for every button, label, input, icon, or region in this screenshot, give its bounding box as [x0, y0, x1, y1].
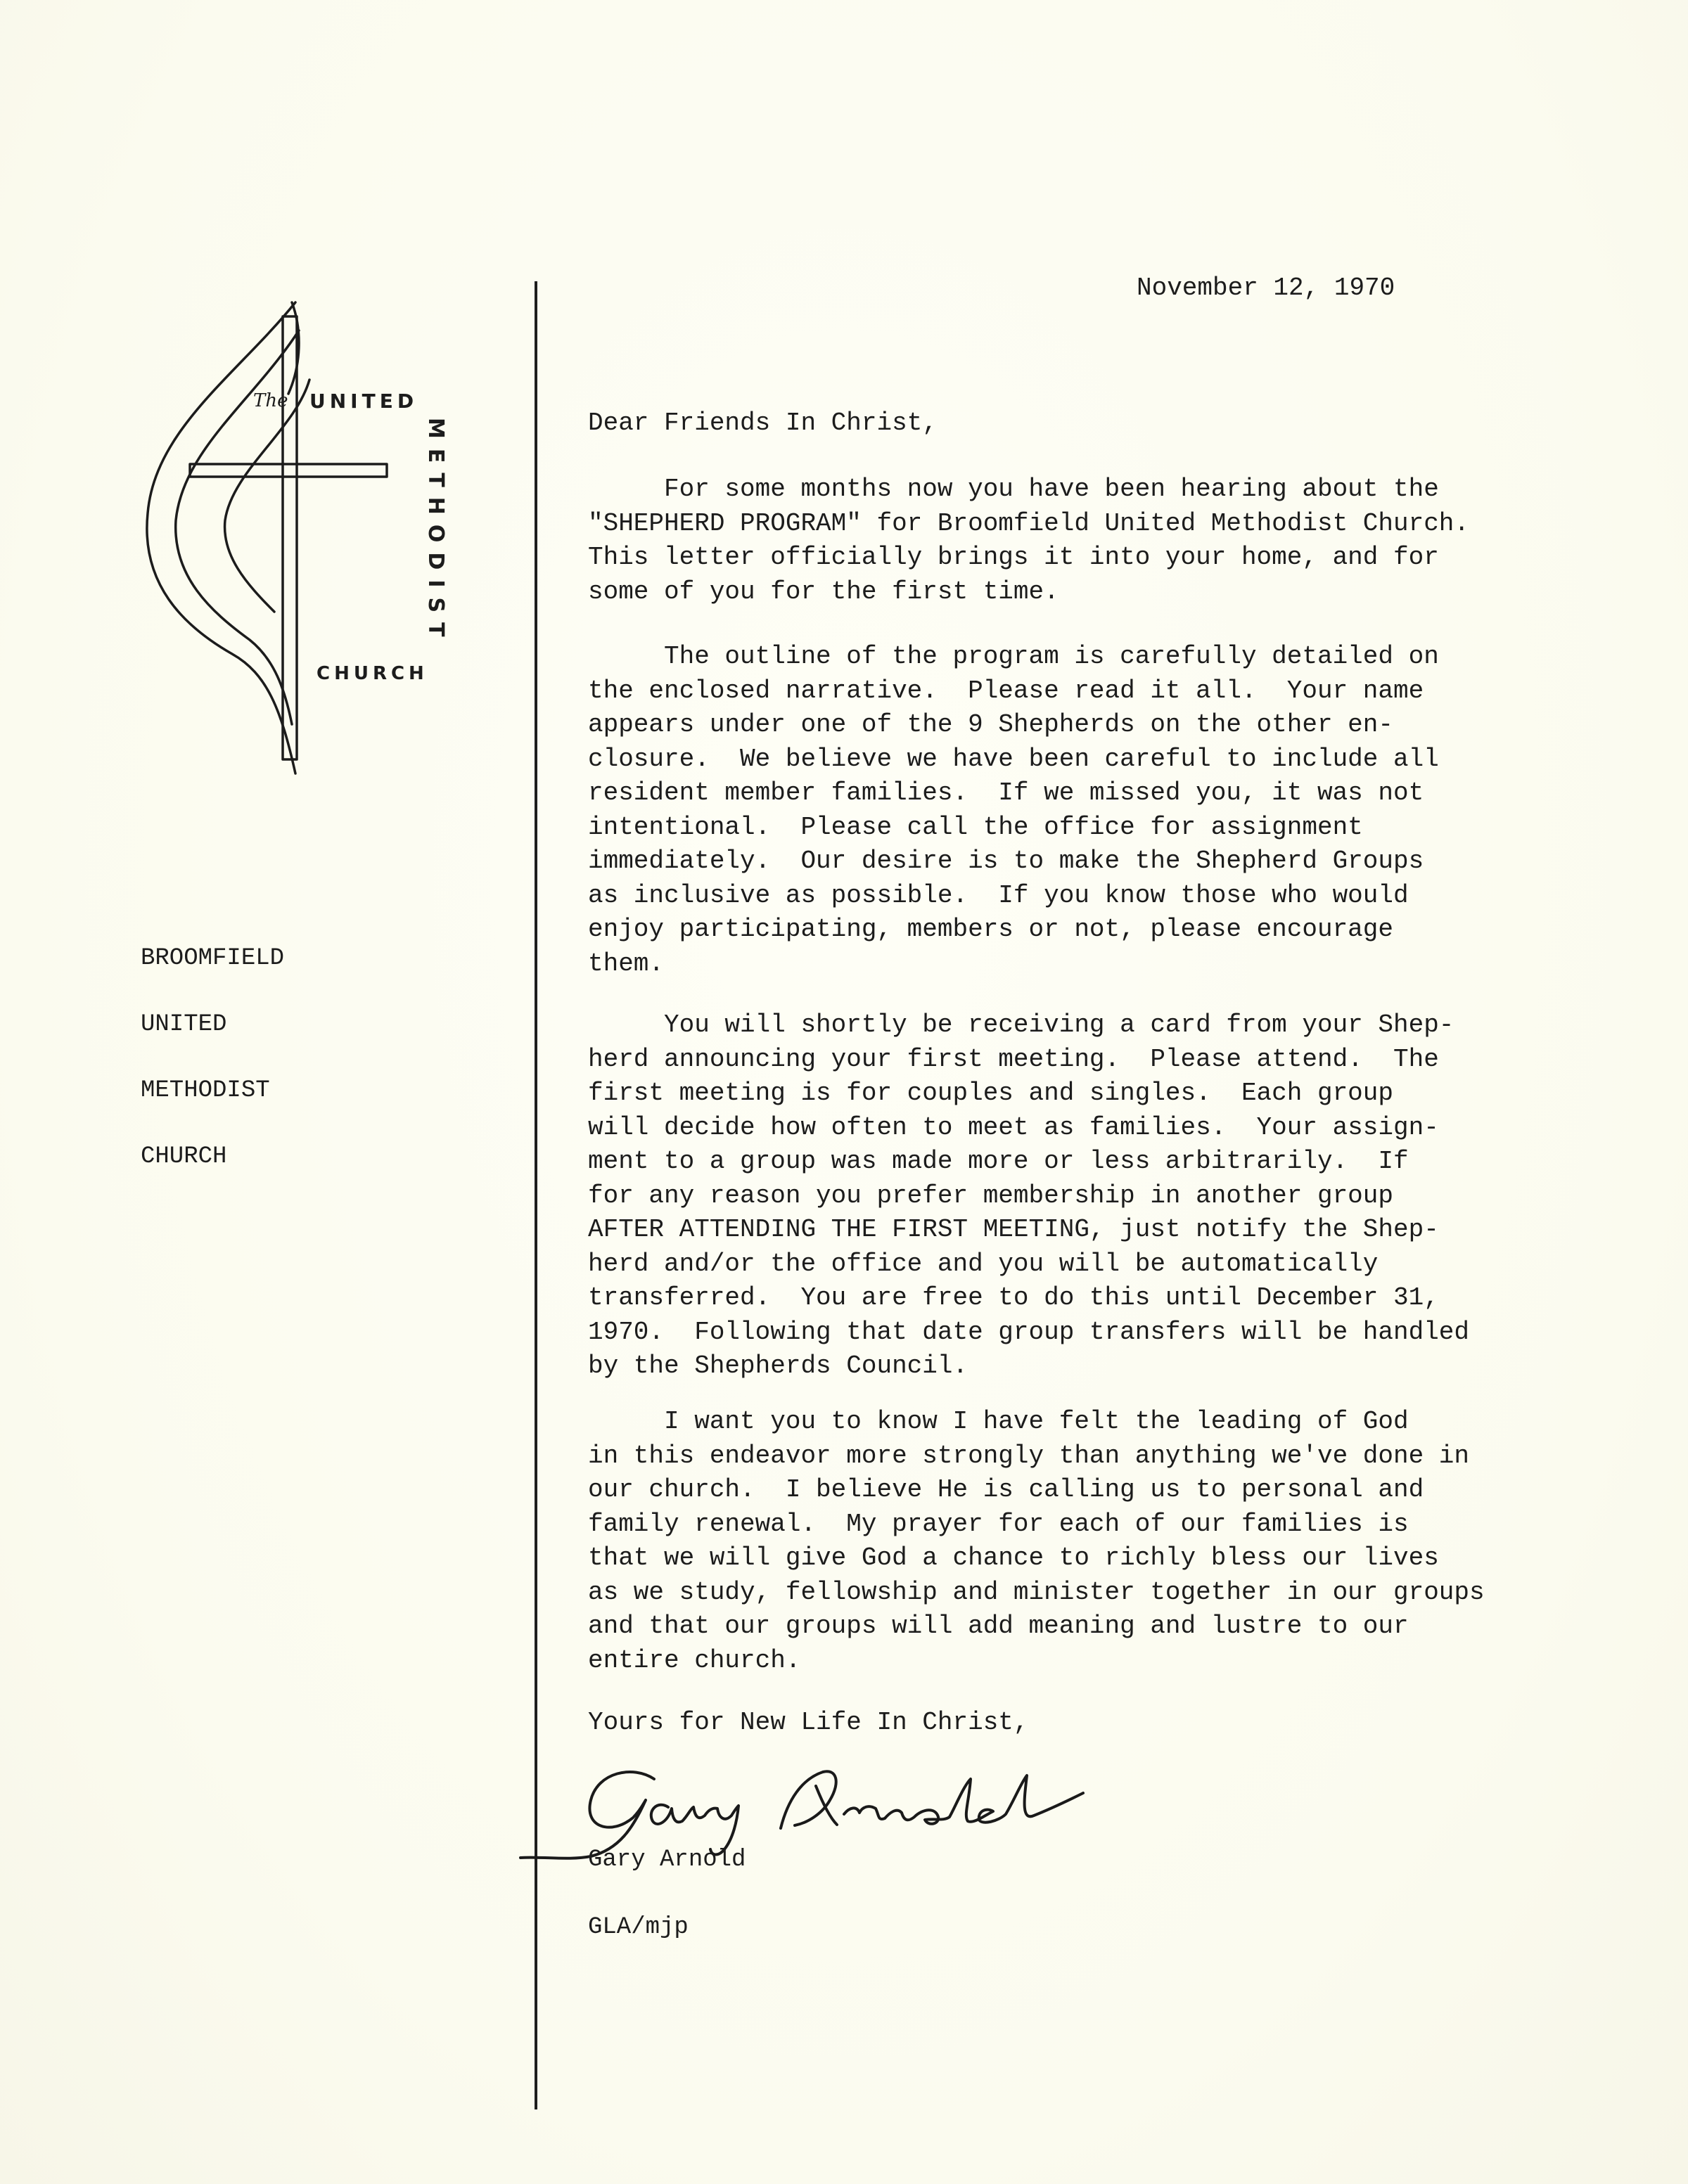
logo-united: UNITED: [309, 390, 418, 413]
paragraph-line: resident member families. If we missed you, it was not: [588, 778, 1424, 807]
paragraph-2: [588, 640, 1439, 981]
reference-initials: GLA/mjp: [588, 1914, 689, 1941]
paragraph-line: This letter officially brings it into your home, and for: [588, 543, 1439, 572]
paragraph-line: entire church.: [588, 1645, 801, 1675]
logo-methodist: METHODIST: [423, 418, 448, 647]
paragraph-line: the enclosed narrative. Please read it all. Your name: [588, 676, 1424, 705]
paragraph-line: first meeting is for couples and singles. Each group: [588, 1079, 1393, 1107]
paragraph-line: You will shortly be receiving a card from your Shep-: [588, 1010, 1454, 1039]
logo-the: The: [253, 390, 288, 411]
paragraph-line: our church. I believe He is calling us to personal and: [588, 1475, 1424, 1504]
paragraph-line: I want you to know I have felt the leading of God: [588, 1407, 1409, 1436]
paragraph-line: as inclusive as possible. If you know those who would: [588, 880, 1409, 910]
flame-outer: [147, 302, 295, 773]
paragraph-line: herd announcing your first meeting. Please attend. The: [588, 1044, 1439, 1074]
paragraph-4: [588, 1405, 1485, 1678]
paragraph-line: will decide how often to meet as families. Your assign-: [588, 1112, 1439, 1142]
signer-name: Gary Arnold: [588, 1846, 746, 1873]
paragraph-1: [588, 473, 1469, 609]
paragraph-line: transferred. You are free to do this until December 31,: [588, 1283, 1439, 1312]
paragraph-line: closure. We believe we have been careful to include all: [588, 744, 1439, 773]
paragraph-line: intentional. Please call the office for assignment: [588, 812, 1363, 842]
paragraph-line: them.: [588, 949, 665, 978]
paragraph-line: The outline of the program is carefully detailed on: [588, 642, 1439, 671]
paragraph-3: [588, 1008, 1469, 1384]
paragraph-line: some of you for the first time.: [588, 577, 1059, 606]
logo-church: CHURCH: [316, 663, 428, 684]
cross-and-flame-logo: [134, 288, 457, 795]
paragraph-line: For some months now you have been hearing about the: [588, 475, 1439, 503]
sidebar-line: CHURCH: [141, 1143, 227, 1170]
flame-middle: [176, 330, 299, 724]
sidebar-line: BROOMFIELD: [141, 945, 285, 972]
paragraph-line: "SHEPHERD PROGRAM" for Broomfield United Methodist Church.: [588, 508, 1470, 538]
paragraph-line: as we study, fellowship and minister together in our groups: [588, 1577, 1485, 1607]
paragraph-line: family renewal. My prayer for each of our families is: [588, 1509, 1409, 1539]
paragraph-line: by the Shepherds Council.: [588, 1351, 968, 1380]
salutation: Dear Friends In Christ,: [588, 409, 938, 437]
church-name-sidebar: [141, 942, 422, 1207]
paragraph-line: for any reason you prefer membership in another group: [588, 1181, 1393, 1210]
paragraph-line: 1970. Following that date group transfers will be handled: [588, 1317, 1470, 1347]
sidebar-line: UNITED: [141, 1011, 227, 1038]
paragraph-line: AFTER ATTENDING THE FIRST MEETING, just notify the Shep-: [588, 1215, 1439, 1244]
letter-date: November 12, 1970: [1137, 274, 1395, 302]
paragraph-line: immediately. Our desire is to make the Shepherd Groups: [588, 847, 1424, 875]
paragraph-line: in this endeavor more strongly than anything we've done in: [588, 1441, 1470, 1470]
sidebar-line: METHODIST: [141, 1077, 270, 1104]
cross-horizontal: [190, 464, 387, 477]
paragraph-line: and that our groups will add meaning and lustre to our: [588, 1612, 1409, 1640]
paragraph-line: herd and/or the office and you will be automatically: [588, 1249, 1379, 1278]
paragraph-line: that we will give God a chance to richly bless our lives: [588, 1543, 1439, 1572]
closing: Yours for New Life In Christ,: [588, 1708, 1029, 1737]
paragraph-line: appears under one of the 9 Shepherds on the other en-: [588, 710, 1393, 739]
paragraph-line: ment to a group was made more or less arbitrarily. If: [588, 1147, 1409, 1176]
paragraph-line: enjoy participating, members or not, please encourage: [588, 915, 1393, 944]
